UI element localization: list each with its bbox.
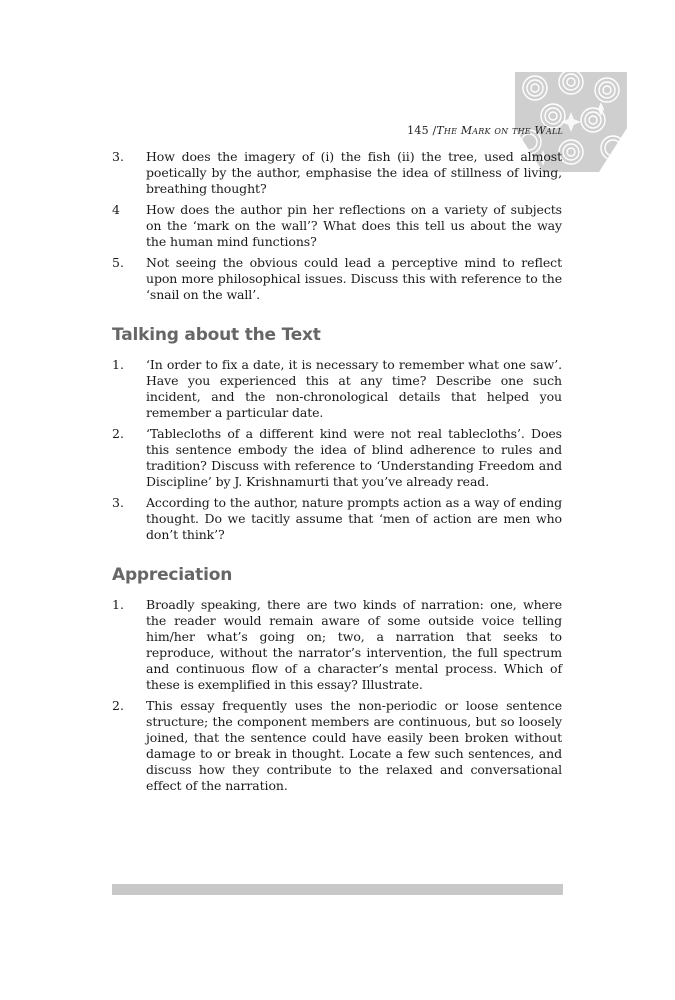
list-item bbox=[112, 202, 562, 250]
running-title: The Mark on the Wall bbox=[436, 124, 563, 137]
footer-bar bbox=[112, 884, 563, 895]
item-number: 2. bbox=[112, 426, 124, 441]
running-head bbox=[407, 124, 563, 137]
talking-question-list bbox=[112, 357, 562, 543]
item-text: ‘In order to fix a date, it is necessary to remember what one saw’. Have you experienced this at any time? Describe one such incident, and the non-chronological details that helped you remember a particular date. bbox=[146, 357, 562, 420]
intro-question-list bbox=[112, 149, 562, 303]
list-item bbox=[112, 495, 562, 543]
page-content bbox=[112, 149, 562, 799]
item-number: 4 bbox=[112, 202, 120, 217]
item-number: 5. bbox=[112, 255, 124, 270]
item-number: 3. bbox=[112, 495, 124, 510]
item-text: Not seeing the obvious could lead a perceptive mind to reflect upon more philosophical issues. Discuss this with reference to the ‘snail on the wall’. bbox=[146, 255, 562, 302]
item-number: 1. bbox=[112, 597, 124, 612]
item-text: How does the imagery of (i) the fish (ii) the tree, used almost poetically by the author, emphasise the idea of stillness of living, breathing thought? bbox=[146, 149, 562, 196]
item-text: Broadly speaking, there are two kinds of narration: one, where the reader would remain aware of some outside voice telling him/her what’s going on; two, a narration that seeks to reproduce, without the narrator’s intervention, the full spectrum and continuous flow of a character’s mental process. Which of these is exemplified in this essay? Illustrate. bbox=[146, 597, 562, 692]
list-item bbox=[112, 357, 562, 421]
page-number: 145 bbox=[407, 124, 429, 137]
appreciation-question-list bbox=[112, 597, 562, 794]
item-text: This essay frequently uses the non-periodic or loose sentence structure; the component members are continuous, but so loosely joined, that the sentence could have easily been broken without damage to or break in thought. Locate a few such sentences, and discuss how they contribute to the relaxed and conversational effect of the narration. bbox=[146, 698, 562, 793]
list-item bbox=[112, 426, 562, 490]
section-heading-appreciation: Appreciation bbox=[112, 565, 233, 585]
item-text: According to the author, nature prompts action as a way of ending thought. Do we tacitly assume that ‘men of action are men who don’t think’? bbox=[146, 495, 562, 542]
list-item bbox=[112, 698, 562, 794]
list-item bbox=[112, 149, 562, 197]
section-heading-talking: Talking about the Text bbox=[112, 325, 321, 345]
running-head-separator: / bbox=[428, 124, 437, 137]
list-item bbox=[112, 255, 562, 303]
item-text: How does the author pin her reflections on a variety of subjects on the ‘mark on the wall’? What does this tell us about the way the human mind functions? bbox=[146, 202, 562, 249]
item-number: 2. bbox=[112, 698, 124, 713]
list-item bbox=[112, 597, 562, 693]
item-number: 1. bbox=[112, 357, 124, 372]
item-number: 3. bbox=[112, 149, 124, 164]
item-text: ‘Tablecloths of a different kind were not real tablecloths’. Does this sentence embody the idea of blind adherence to rules and tradition? Discuss with reference to ‘Understanding Freedom and Discipline’ by J. Krishnamurti that you’ve already read. bbox=[146, 426, 562, 489]
